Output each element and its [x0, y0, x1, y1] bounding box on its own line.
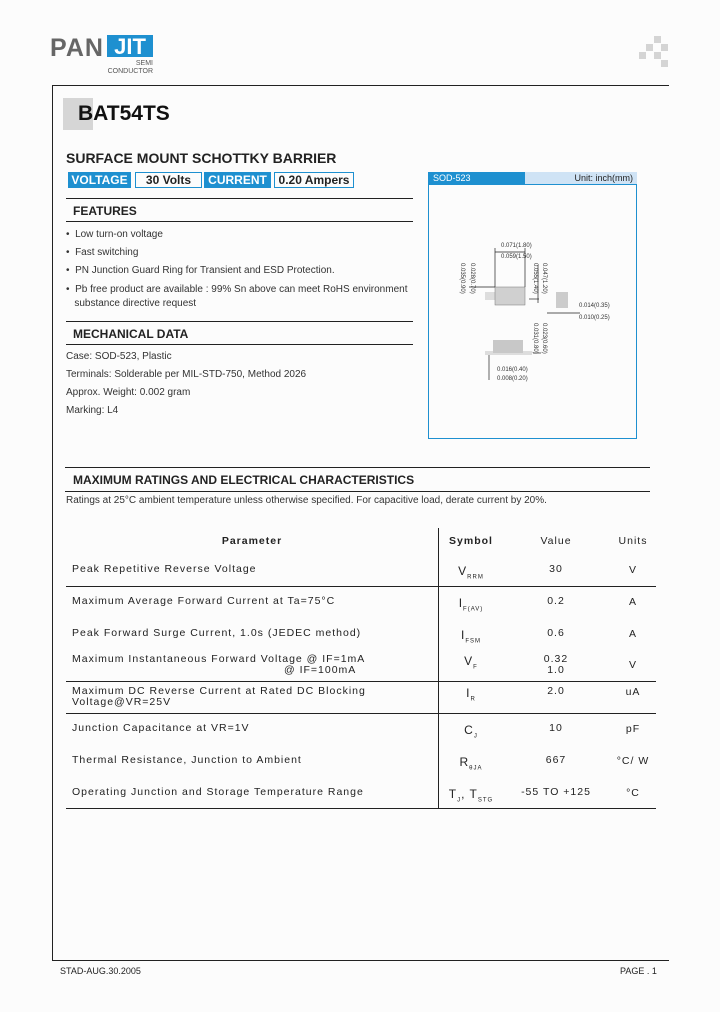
- unit-cell: pF: [625, 723, 641, 735]
- unit-cell: °C: [626, 787, 640, 799]
- frame-left: [52, 85, 53, 961]
- dim-label: 0.028(0.70): [469, 263, 475, 294]
- dim-label: 0.031(0.80): [532, 323, 538, 354]
- dim-label: 0.008(0.20): [497, 376, 528, 382]
- voltage-value: 30 Volts: [135, 172, 202, 188]
- footer-page: PAGE . 1: [620, 966, 657, 976]
- ratings-note: Ratings at 25°C ambient temperature unless otherwise specified. For capacitive load, derate current by 20%.: [66, 495, 547, 506]
- dim-label: 0.071(1.80): [501, 243, 532, 249]
- footer-date: STAD-AUG.30.2005: [60, 966, 141, 976]
- frame-bottom: [52, 960, 669, 961]
- mechanical-title: MECHANICAL DATA: [73, 327, 189, 341]
- param-cell: Maximum Instantaneous Forward Voltage @ IF=1mA @ IF=100mA: [72, 653, 366, 676]
- value-cell: 0.6: [547, 627, 565, 639]
- value-cell: -55 TO +125: [521, 786, 591, 798]
- symbol-cell: $T_J$, $T_{STG}$: [448, 787, 494, 804]
- feature-item: • Fast switching: [66, 247, 139, 258]
- features-list: [66, 226, 426, 311]
- value-cell: 2.0: [547, 685, 565, 697]
- subtitle: SURFACE MOUNT SCHOTTKY BARRIER: [66, 150, 337, 166]
- param-cell: Thermal Resistance, Junction to Ambient: [72, 754, 302, 766]
- dim-label: 0.047(1.20): [541, 263, 547, 294]
- symbol-cell: $V_F$: [464, 654, 478, 671]
- unit-cell: V: [628, 659, 637, 671]
- feature-item: • Pb free product are available : 99% Sn above can meet RoHS environment substance directive request: [66, 284, 408, 309]
- package-outline-svg: [429, 185, 636, 438]
- mech-item: Marking: L4: [66, 405, 119, 416]
- header-value: Value: [540, 535, 572, 547]
- symbol-cell: $R_{\theta JA}$: [459, 755, 483, 772]
- param-cell: Peak Forward Surge Current, 1.0s (JEDEC method): [72, 627, 362, 639]
- logo-pan: PAN: [50, 34, 104, 62]
- part-number: BAT54TS: [78, 102, 170, 125]
- divider: [66, 344, 413, 345]
- divider: [66, 198, 413, 199]
- value-cell: 10: [549, 722, 563, 734]
- mech-item: Case: SOD-523, Plastic: [66, 351, 172, 362]
- dim-label: 0.055(1.40): [532, 263, 538, 294]
- table-rule: [66, 586, 656, 587]
- unit-cell: uA: [625, 686, 641, 698]
- mech-item: Terminals: Solderable per MIL-STD-750, Method 2026: [66, 369, 307, 380]
- feature-item: • Low turn-on voltage: [66, 229, 163, 240]
- param-cell: Peak Repetitive Reverse Voltage: [72, 563, 257, 575]
- logo-jit: JIT: [107, 35, 153, 57]
- param-cell: Junction Capacitance at VR=1V: [72, 722, 250, 734]
- value-cell: 667: [545, 754, 567, 766]
- package-unit: Unit: inch(mm): [525, 172, 637, 184]
- symbol-cell: $I_{F(AV)}$: [458, 596, 484, 613]
- mechanical-list: [66, 348, 306, 420]
- current-value: 0.20 Ampers: [274, 172, 354, 188]
- voltage-label: VOLTAGE: [68, 172, 131, 188]
- divider: [66, 321, 413, 322]
- features-title: FEATURES: [73, 204, 137, 218]
- table-rule: [66, 713, 656, 714]
- dim-label: 0.023(0.60): [541, 323, 547, 354]
- package-drawing: [428, 184, 637, 439]
- dim-label: 0.035(0.90): [459, 263, 465, 294]
- value-cell: 30: [549, 563, 563, 575]
- unit-cell: °C/ W: [616, 755, 650, 767]
- mech-item: Approx. Weight: 0.002 gram: [66, 387, 191, 398]
- header-symbol: Symbol: [449, 535, 493, 547]
- feature-item: • PN Junction Guard Ring for Transient and ESD Protection.: [66, 265, 335, 276]
- dim-label: 0.059(1.50): [501, 254, 532, 260]
- value-cell: 0.32 1.0: [543, 653, 569, 676]
- header-units: Units: [618, 535, 648, 547]
- symbol-cell: $I_{FSM}$: [460, 628, 481, 645]
- symbol-cell: $V_{RRM}$: [458, 564, 484, 581]
- frame-top: [52, 85, 669, 86]
- divider: [65, 491, 650, 492]
- current-label: CURRENT: [204, 172, 271, 188]
- symbol-cell: $I_R$: [466, 686, 476, 703]
- header-parameter: Parameter: [221, 535, 283, 547]
- param-cell: Maximum Average Forward Current at Ta=75°C: [72, 595, 336, 607]
- logo-sub1: SEMI: [135, 60, 153, 67]
- logo-sub2: CONDUCTOR: [107, 68, 153, 75]
- package-name: SOD-523: [428, 172, 525, 184]
- param-cell: Maximum DC Reverse Current at Rated DC Blocking Voltage@VR=25V: [72, 685, 366, 708]
- dim-label: 0.010(0.25): [579, 315, 610, 321]
- ratings-title: MAXIMUM RATINGS AND ELECTRICAL CHARACTERISTICS: [73, 473, 415, 487]
- table-rule: [66, 808, 656, 809]
- unit-cell: V: [628, 564, 637, 576]
- table-rule: [66, 681, 656, 682]
- unit-cell: A: [628, 628, 637, 640]
- unit-cell: A: [628, 596, 637, 608]
- divider: [66, 221, 413, 222]
- value-cell: 0.2: [547, 595, 565, 607]
- symbol-cell: $C_J$: [464, 723, 478, 740]
- param-cell: Operating Junction and Storage Temperature Range: [72, 786, 364, 798]
- package-header: [428, 172, 637, 184]
- dim-label: 0.014(0.35): [579, 303, 610, 309]
- logo-subtitle: [103, 60, 153, 76]
- dim-label: 0.016(0.40): [497, 367, 528, 373]
- divider: [65, 467, 650, 468]
